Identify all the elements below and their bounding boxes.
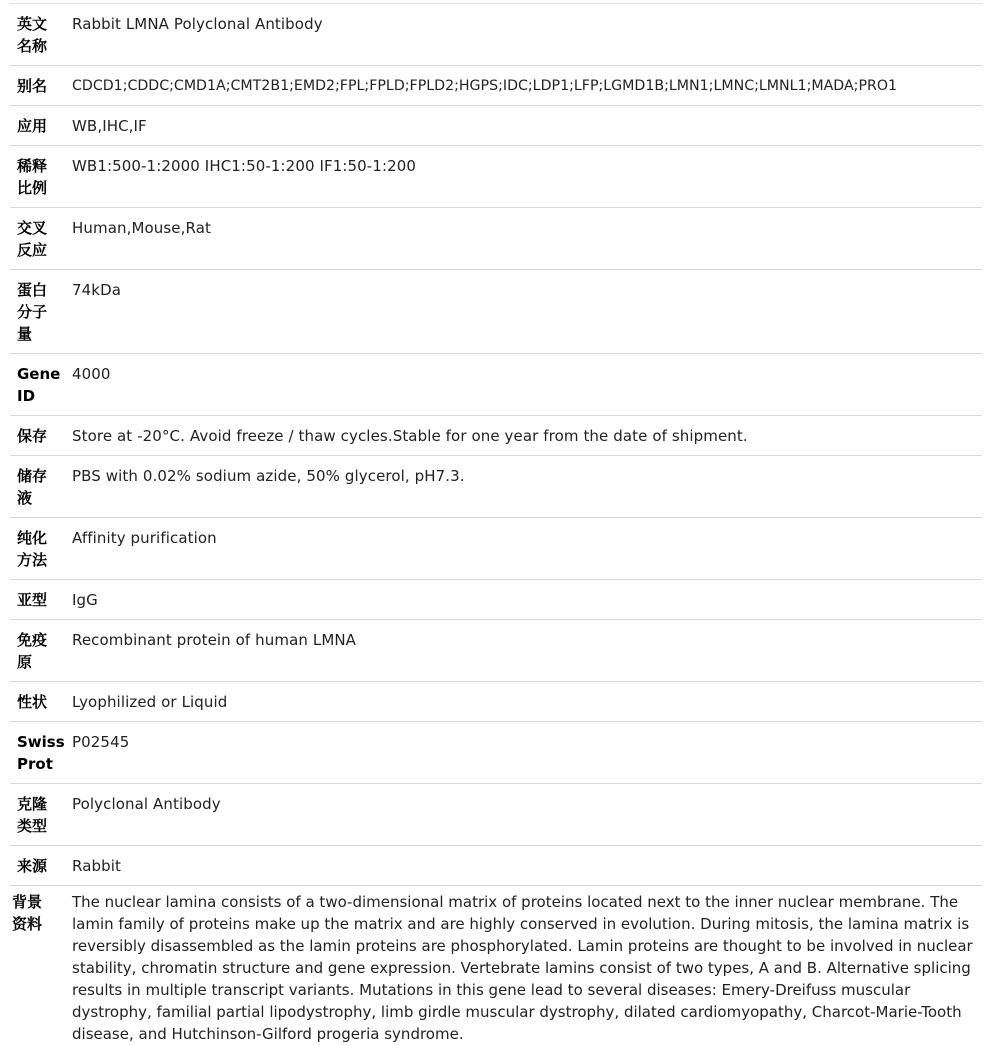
spec-label [10, 620, 71, 682]
spec-label-line: 应用 [17, 115, 71, 137]
spec-label [10, 518, 71, 580]
spec-value: Affinity purification [71, 518, 982, 580]
spec-row-background [10, 886, 982, 1045]
spec-label-line: Swiss [17, 731, 71, 753]
spec-table-body [10, 4, 982, 1045]
spec-value: CDCD1;CDDC;CMD1A;CMT2B1;EMD2;FPL;FPLD;FPLD2;HGPS;IDC;LDP1;LFP;LGMD1B;LMN1;LMNC;LMNL1;MADA;PRO1 [71, 66, 982, 106]
spec-row-purification [10, 518, 982, 580]
spec-label-line: 来源 [17, 855, 71, 877]
spec-row-molecular-weight [10, 270, 982, 354]
spec-label-lines [17, 527, 71, 571]
spec-value: WB1:500-1:2000 IHC1:50-1:200 IF1:50-1:200 [71, 146, 982, 208]
spec-label-line: 保存 [17, 425, 71, 447]
spec-label-lines [17, 279, 71, 345]
spec-label [10, 580, 71, 620]
spec-label-line: 名称 [17, 35, 71, 57]
spec-label-line: Prot [17, 753, 71, 775]
spec-row-dilution [10, 146, 982, 208]
spec-row-english-name [10, 4, 982, 66]
product-spec-table [10, 3, 982, 1045]
spec-label-lines [17, 589, 71, 611]
spec-value: IgG [71, 580, 982, 620]
spec-label-lines [17, 115, 71, 137]
spec-value: Store at -20°C. Avoid freeze / thaw cycles.Stable for one year from the date of shipment. [71, 416, 982, 456]
spec-label-line: 别名 [17, 75, 71, 97]
spec-label-line: 储存 [17, 465, 71, 487]
spec-label [10, 4, 71, 66]
spec-label [10, 456, 71, 518]
spec-label [10, 784, 71, 846]
spec-label-lines [17, 691, 71, 713]
spec-label-line: 量 [17, 323, 71, 345]
spec-value: P02545 [71, 722, 982, 784]
spec-label [10, 682, 71, 722]
spec-label [10, 208, 71, 270]
spec-label-line: 分子 [17, 301, 71, 323]
spec-label-lines [17, 731, 71, 775]
spec-label-line: 性状 [17, 691, 71, 713]
spec-label-line: 液 [17, 487, 71, 509]
spec-label [10, 416, 71, 456]
spec-value: PBS with 0.02% sodium azide, 50% glycerol, pH7.3. [71, 456, 982, 518]
spec-row-gene-id [10, 354, 982, 416]
spec-label-lines [17, 155, 71, 199]
spec-label-line: 克隆 [17, 793, 71, 815]
spec-label-line: 比例 [17, 177, 71, 199]
spec-label [10, 270, 71, 354]
spec-label-line: 免疫 [17, 629, 71, 651]
spec-row-storage-buffer [10, 456, 982, 518]
spec-value: WB,IHC,IF [71, 106, 982, 146]
spec-value: 4000 [71, 354, 982, 416]
spec-label [10, 886, 71, 1045]
spec-label-lines [17, 629, 71, 673]
spec-label-line: 交叉 [17, 217, 71, 239]
spec-label [10, 66, 71, 106]
spec-row-application [10, 106, 982, 146]
spec-label-lines [17, 793, 71, 837]
spec-label-line: 反应 [17, 239, 71, 261]
spec-label-lines [17, 13, 71, 57]
spec-label-lines [17, 75, 71, 97]
spec-label-lines [17, 855, 71, 877]
spec-row-source [10, 846, 982, 886]
spec-row-alias [10, 66, 982, 106]
spec-row-immunogen [10, 620, 982, 682]
spec-label-line: 方法 [17, 549, 71, 571]
spec-label-lines [17, 363, 71, 407]
spec-label-line: 亚型 [17, 589, 71, 611]
spec-label [10, 354, 71, 416]
spec-value: Rabbit LMNA Polyclonal Antibody [71, 4, 982, 66]
background-description: The nuclear lamina consists of a two-dimensional matrix of proteins located next to the inner nuclear membrane. The lamin family of proteins make up the matrix and are highly conserved in evolution. During mitosis, the lamina matrix is reversibly disassembled as the lamin proteins are phosphorylated. Lamin proteins are thought to be involved in nuclear stability, chromatin structure and gene expression. Vertebrate lamins consist of two types, A and B. Alternative splicing results in multiple transcript variants. Mutations in this gene lead to several diseases: Emery-Dreifuss muscular dystrophy, familial partial lipodystrophy, limb girdle muscular dystrophy, dilated cardiomyopathy, Charcot-Marie-Tooth disease, and Hutchinson-Gilford progeria syndrome. [71, 886, 982, 1045]
spec-row-cross-reactivity [10, 208, 982, 270]
spec-row-storage [10, 416, 982, 456]
spec-label-line: 稀释 [17, 155, 71, 177]
spec-label-lines [17, 217, 71, 261]
spec-row-form [10, 682, 982, 722]
spec-value: Human,Mouse,Rat [71, 208, 982, 270]
spec-value: Recombinant protein of human LMNA [71, 620, 982, 682]
spec-label [10, 846, 71, 886]
spec-label-line: 蛋白 [17, 279, 71, 301]
spec-label-line: 英文 [17, 13, 71, 35]
spec-label-line: 类型 [17, 815, 71, 837]
spec-label-line: 资料 [12, 913, 71, 935]
spec-row-clonality [10, 784, 982, 846]
spec-label [10, 722, 71, 784]
spec-row-swiss-prot [10, 722, 982, 784]
spec-label-line: 纯化 [17, 527, 71, 549]
spec-label-line: Gene [17, 363, 71, 385]
spec-value: Rabbit [71, 846, 982, 886]
spec-value: Polyclonal Antibody [71, 784, 982, 846]
spec-value: Lyophilized or Liquid [71, 682, 982, 722]
spec-label-line: 原 [17, 651, 71, 673]
spec-label-lines [17, 425, 71, 447]
spec-label [10, 106, 71, 146]
spec-label-line: 背景 [12, 891, 71, 913]
spec-value: 74kDa [71, 270, 982, 354]
spec-row-isotype [10, 580, 982, 620]
spec-label-line: ID [17, 385, 71, 407]
spec-label-lines [17, 465, 71, 509]
spec-label [10, 146, 71, 208]
